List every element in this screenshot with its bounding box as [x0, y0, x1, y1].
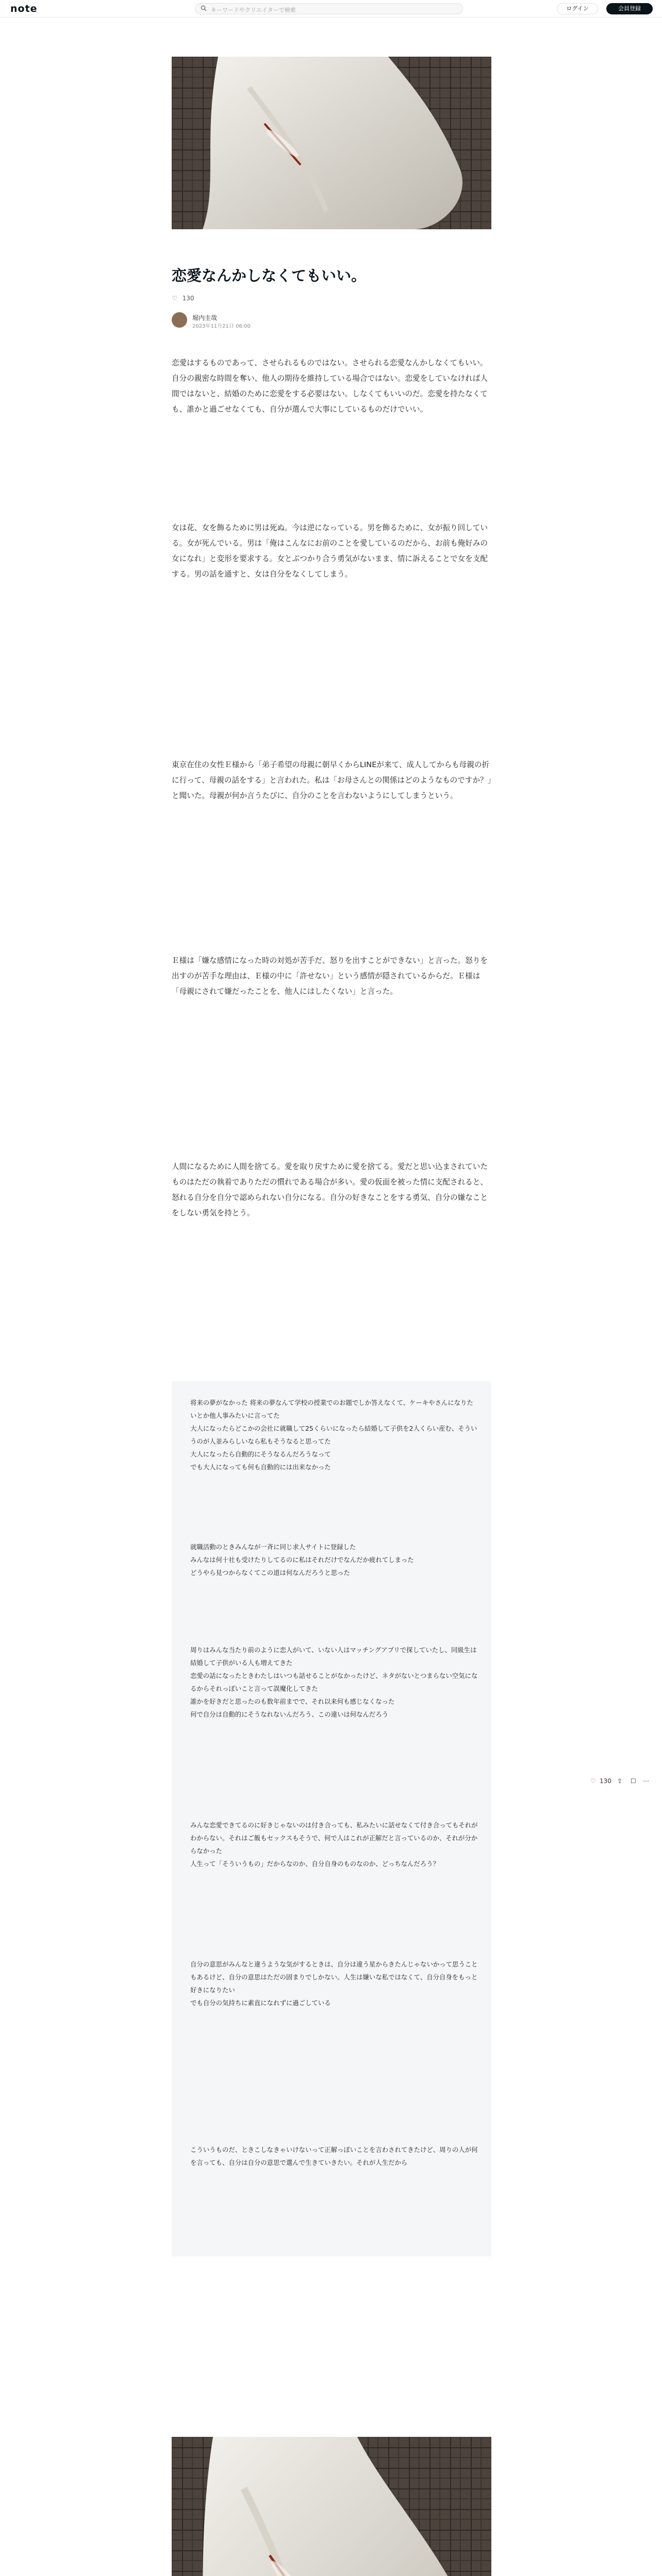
- heart-icon[interactable]: ♡: [590, 1777, 596, 1785]
- article-paragraph: 東京在住の女性Ｅ様から「弟子希望の母親に朝早くからLINEが来て、成人してからも母親の折に行って、母親の話をする」と言われた。私は「お母さんとの関係はどのようなものですか？」と聞いた。母親が何か言うたびに、自分のことを言わないようにしてしまうという。: [172, 760, 491, 800]
- publish-date: 2023年11月21日 06:00: [192, 324, 251, 329]
- hero-photo: [172, 57, 491, 229]
- more-icon[interactable]: ⋯: [643, 1777, 649, 1785]
- quote-paragraph: みんな恋愛できてるのに好きじゃないのは付き合っても、私みたいに話せなくて付き合ってもそれがわからない。それはご飯もセックスもそうで、何で人はこれが正解だと言っているのか、それが分からなかった 人生って「そういうもの」だからなのか、自分自身のものなのか、どっちなんだろう？: [190, 1821, 478, 1868]
- article-paragraph: 女は花、女を飾るために男は死ぬ。今は逆になっている。男を飾るために、女が振り回している。女が死んでいる。男は「俺はこんなにお前のことを愛しているのだから、お前も俺好みの女になれ」と変形を要求する。女とぶつかり合う勇気がないまま、情に訴えることで女を支配する。男の話を通すと、女は自分をなくしてしまう。: [172, 523, 488, 579]
- article-paragraph: 人間になるために人間を捨てる。愛を取り戻すために愛を捨てる。愛だと思い込まされていたものはただの執着でありただの慣れである場合が多い。愛の仮面を被った情に支配されると、怒れる自分を自分で認められない自分になる。自分の好きなことをする勇気、自分の嫌なことをしない勇気を持とう。: [172, 1162, 488, 1217]
- quote-block: [172, 1381, 491, 2257]
- share-icon[interactable]: ⇪: [617, 1777, 623, 1785]
- quote-paragraph: 周りはみんな当たり前のように恋人がいて、いない人はマッチングアプリで探していたし、同級生は結婚して子供がいる人も増えてきた 恋愛の話になったときわたしはいつも話せることがなかったけど、ネタがないとつまらない空気になるからそれっぽいこと言って誤魔化してきた 誰かを好きだと思ったのも数年前までで、それ以来何も感じなくなった 何で自分は自動的にそうなれないんだろう、この違いは何なんだろう: [190, 1646, 478, 1718]
- article-photo-graphic: [172, 2437, 491, 2576]
- like-count: 130: [182, 295, 194, 302]
- quote-paragraph: 就職活動のときみんなが一斉に同じ求人サイトに登録した みんなは何十社も受けたりしてるのに私はそれだけでなんだか疲れてしまった どうやら見つからなくてこの道は何なんだろうと思った: [190, 1543, 414, 1577]
- floating-actions: [590, 1777, 657, 1798]
- quote-paragraph: 自分の意思がみんなと違うような気がするときは、自分は違う星からきたんじゃないかって思うこともあるけど、自分の意思はただの固まりでしかない。人生は嫌いな私ではなくて、自分自身をもっと好きになりたい でも自分の気持ちに素直になれずに過ごしている: [190, 1960, 478, 2007]
- note-logo[interactable]: note: [10, 3, 38, 14]
- signup-button[interactable]: 会員登録: [606, 3, 653, 14]
- like-count-top[interactable]: [172, 295, 194, 302]
- article-photo: [172, 2437, 491, 2576]
- heart-icon[interactable]: ♡: [172, 295, 177, 302]
- article-paragraph: Ｅ様は「嫌な感情になった時の対処が苦手だ、怒りを出すことができない」と言った。怒りを出すのが苦手な理由は、Ｅ様の中に「許せない」という感情が隠されているからだ。Ｅ様は「母親にされて嫌だったことを、他人にはしたくない」と言った。: [172, 956, 488, 996]
- search-icon: [201, 5, 207, 11]
- article-paragraph: 恋愛はするものであって、させられるものではない。させられる恋愛なんかしなくてもいい。自分の親密な時間を奪い、他人の期待を維持している場合ではない。恋愛をしていなければ人間ではないと、結婚のために恋愛をする必要はない。しなくてもいいのだ。恋愛を持たなくても、誰かと過ごせなくても、自分が選んで大事にしているものだけでいい。: [172, 359, 488, 414]
- avatar[interactable]: [172, 312, 187, 328]
- search-placeholder: キーワードやクリエイターで検索: [211, 7, 296, 13]
- quote-paragraph: 将来の夢がなかった 将来の夢なんて学校の授業でのお題でしか答えなくて、ケーキやさんになりたいとか他人事みたいに言ってた 大人になったらどこかの会社に就職して25くらいになったら結婚して子供を2人くらい産む、そういうのが人並みらしいなら私もそうなると思ってた 大人になったら自動的にそうなるんだろうなって でも大人になっても何も自動的には出来なかった: [190, 1399, 477, 1471]
- author-name[interactable]: 堀内圭哉: [192, 314, 218, 321]
- bookmark-icon[interactable]: ☐: [631, 1777, 636, 1785]
- article-title: 恋愛なんかしなくてもいい。: [172, 267, 367, 284]
- side-like-count: 130: [600, 1777, 611, 1785]
- author-info[interactable]: [172, 311, 378, 332]
- search-input[interactable]: [195, 3, 463, 14]
- hero-photo-graphic: [172, 57, 491, 229]
- quote-paragraph: こういうものだ、ときこしなきゃいけないって正解っぽいことを言わされてきたけど、周りの人が何を言っても、自分は自分の意思で選んで生きていきたい。それが人生だから: [190, 2146, 478, 2166]
- site-header: [0, 0, 662, 18]
- login-button[interactable]: ログイン: [557, 3, 598, 14]
